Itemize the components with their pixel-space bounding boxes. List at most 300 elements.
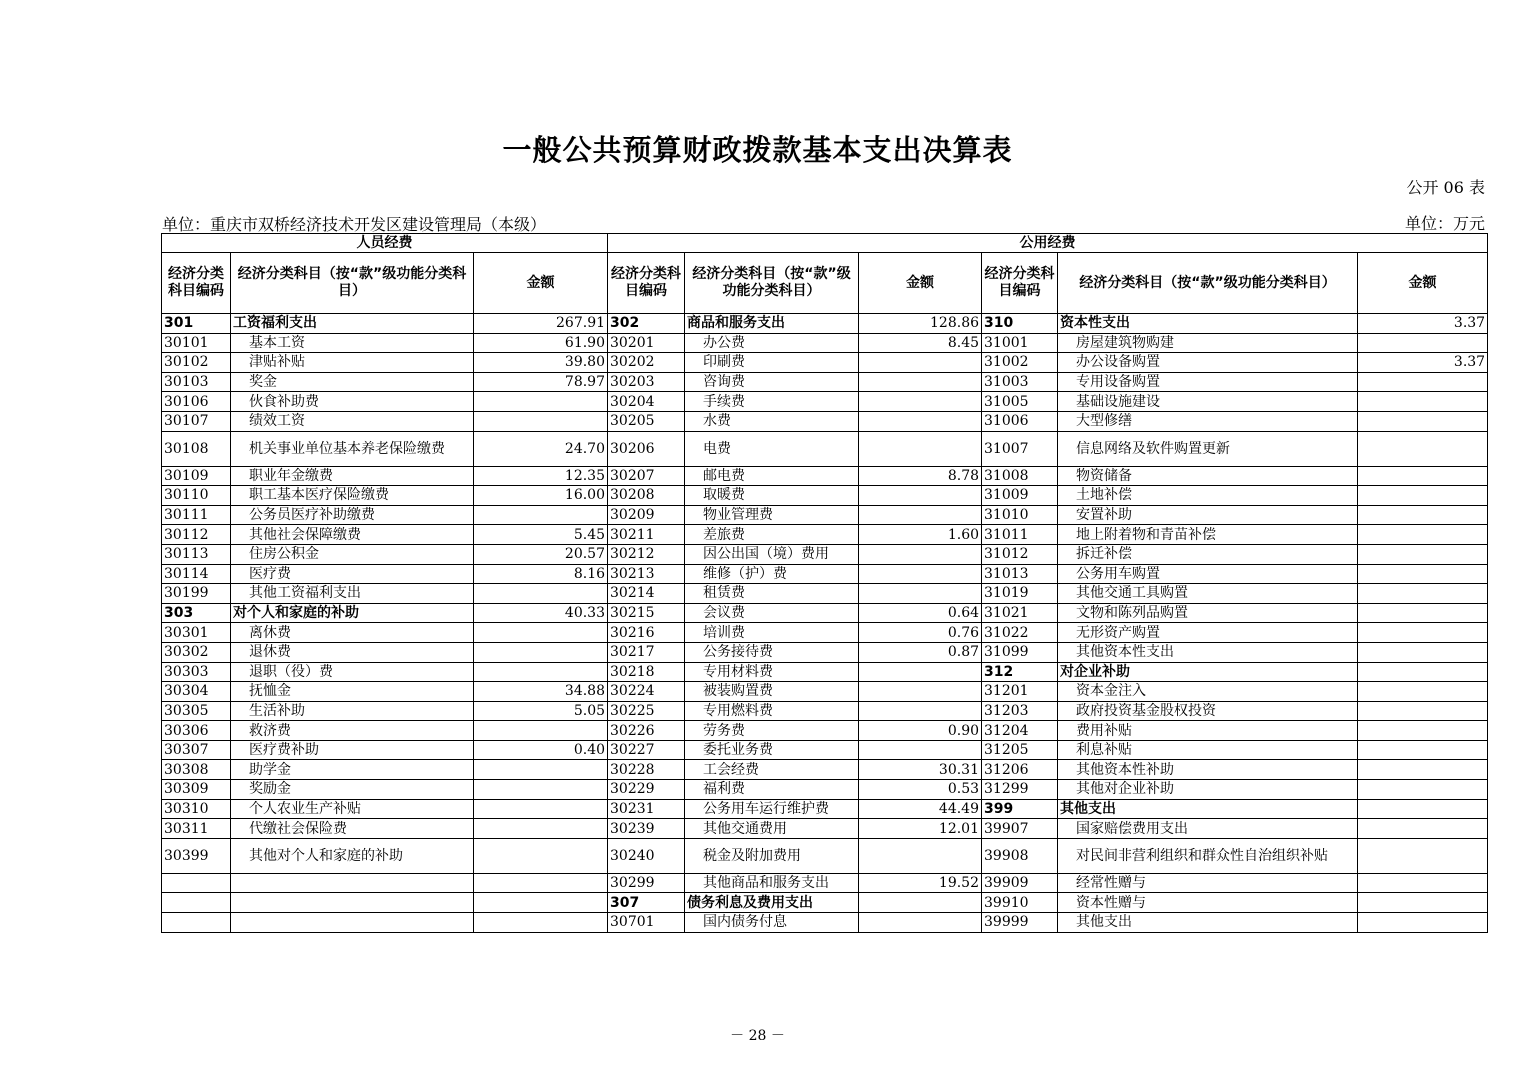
name-cell — [685, 873, 859, 893]
name-text: 利息补贴 — [1076, 742, 1133, 759]
code-cell: 30310 — [162, 799, 231, 819]
name-text: 生活补助 — [249, 702, 305, 719]
name-cell — [685, 682, 859, 702]
name-cell: 债务利息及费用支出 — [685, 893, 859, 913]
name-text: 劳务费 — [703, 722, 746, 739]
name-text: 公务员医疗补助缴费 — [249, 507, 375, 524]
name-cell — [1058, 505, 1358, 525]
name-text: 资本金注入 — [1076, 683, 1147, 700]
name-cell — [685, 431, 859, 466]
amount-cell — [474, 893, 608, 913]
column-header-code: 经济分类科目编码 — [162, 253, 231, 314]
name-cell — [685, 333, 859, 353]
code-cell: 30214 — [608, 584, 685, 604]
name-text: 培训费 — [703, 624, 746, 641]
amount-cell — [1358, 431, 1488, 466]
name-cell — [231, 740, 474, 760]
name-text: 其他对企业补助 — [1076, 781, 1175, 798]
currency-unit: 单位：万元 — [1404, 214, 1485, 233]
name-text: 福利费 — [703, 781, 746, 798]
code-cell: 312 — [982, 662, 1058, 682]
code-cell: 302 — [608, 314, 685, 334]
code-cell: 30209 — [608, 505, 685, 525]
name-cell — [685, 392, 859, 412]
amount-cell: 12.01 — [859, 819, 982, 839]
amount-cell — [1358, 893, 1488, 913]
amount-cell — [1358, 372, 1488, 392]
name-cell — [685, 353, 859, 373]
name-text: 大型修缮 — [1076, 413, 1133, 430]
amount-cell: 0.76 — [859, 623, 982, 643]
name-cell — [1058, 642, 1358, 662]
name-cell — [231, 662, 474, 682]
name-cell — [1058, 893, 1358, 913]
code-cell: 30302 — [162, 642, 231, 662]
amount-cell — [859, 584, 982, 604]
name-text: 退休费 — [249, 644, 291, 661]
name-cell: 其他支出 — [1058, 799, 1358, 819]
amount-cell — [1358, 486, 1488, 506]
name-cell — [1058, 353, 1358, 373]
name-text: 物资储备 — [1076, 467, 1133, 484]
code-cell: 30114 — [162, 564, 231, 584]
amount-cell — [474, 819, 608, 839]
table-row — [162, 740, 1488, 760]
amount-cell — [474, 392, 608, 412]
amount-cell — [859, 564, 982, 584]
amount-cell: 24.70 — [474, 431, 608, 466]
code-cell: 31010 — [982, 505, 1058, 525]
name-cell — [1058, 682, 1358, 702]
name-text: 基本工资 — [249, 334, 305, 351]
name-text: 土地补偿 — [1076, 487, 1133, 504]
code-cell: 31006 — [982, 411, 1058, 431]
name-cell — [685, 466, 859, 486]
name-cell — [1058, 392, 1358, 412]
amount-cell — [859, 838, 982, 873]
table-row — [162, 392, 1488, 412]
name-cell — [231, 431, 474, 466]
name-text: 委托业务费 — [703, 742, 774, 759]
name-cell — [1058, 603, 1358, 623]
table-row — [162, 893, 1488, 913]
amount-cell — [1358, 740, 1488, 760]
name-cell — [231, 564, 474, 584]
name-text: 其他交通费用 — [703, 820, 788, 837]
code-cell: 31011 — [982, 525, 1058, 545]
table-row — [162, 584, 1488, 604]
code-cell: 31299 — [982, 780, 1058, 800]
code-cell: 30215 — [608, 603, 685, 623]
code-cell: 31099 — [982, 642, 1058, 662]
name-text: 文物和陈列品购置 — [1076, 605, 1189, 622]
name-cell — [231, 701, 474, 721]
code-cell: 30109 — [162, 466, 231, 486]
table-row — [162, 603, 1488, 623]
name-cell — [685, 486, 859, 506]
amount-cell — [474, 838, 608, 873]
name-cell — [1058, 486, 1358, 506]
amount-cell — [1358, 642, 1488, 662]
amount-cell: 8.45 — [859, 333, 982, 353]
code-cell — [162, 913, 231, 933]
amount-cell: 44.49 — [859, 799, 982, 819]
amount-cell: 0.64 — [859, 603, 982, 623]
table-row — [162, 913, 1488, 933]
name-cell — [231, 392, 474, 412]
name-cell — [231, 799, 474, 819]
code-cell: 30227 — [608, 740, 685, 760]
name-cell — [685, 838, 859, 873]
name-text: 国家赔偿费用支出 — [1076, 820, 1189, 837]
name-text: 租赁费 — [703, 585, 746, 602]
name-text: 代缴社会保险费 — [249, 820, 347, 837]
name-cell: 资本性支出 — [1058, 314, 1358, 334]
expenditure-table — [161, 233, 1488, 933]
name-cell — [1058, 780, 1358, 800]
amount-cell: 0.87 — [859, 642, 982, 662]
name-text: 基础设施建设 — [1076, 393, 1161, 410]
name-text: 被装购置费 — [703, 683, 774, 700]
code-cell: 31203 — [982, 701, 1058, 721]
code-cell: 30304 — [162, 682, 231, 702]
amount-cell — [1358, 760, 1488, 780]
name-text: 手续费 — [703, 393, 746, 410]
code-cell: 30239 — [608, 819, 685, 839]
code-cell: 30110 — [162, 486, 231, 506]
amount-cell — [859, 662, 982, 682]
name-text: 公务用车运行维护费 — [703, 800, 830, 817]
name-text: 其他对个人和家庭的补助 — [249, 847, 403, 864]
name-cell — [1058, 721, 1358, 741]
name-text: 抚恤金 — [249, 683, 291, 700]
name-text: 水费 — [703, 413, 732, 430]
code-cell: 30240 — [608, 838, 685, 873]
code-cell: 30307 — [162, 740, 231, 760]
code-cell: 30208 — [608, 486, 685, 506]
table-row — [162, 819, 1488, 839]
name-cell — [685, 411, 859, 431]
table-row — [162, 682, 1488, 702]
amount-cell — [474, 913, 608, 933]
name-cell — [1058, 333, 1358, 353]
code-cell: 30226 — [608, 721, 685, 741]
code-cell: 30311 — [162, 819, 231, 839]
code-cell: 31021 — [982, 603, 1058, 623]
name-cell — [1058, 544, 1358, 564]
code-cell: 31013 — [982, 564, 1058, 584]
column-header-amount: 金额 — [859, 253, 982, 314]
name-cell — [231, 780, 474, 800]
column-header-name: 经济分类科目（按“款”级功能分类科目） — [685, 253, 859, 314]
code-cell: 31002 — [982, 353, 1058, 373]
name-text: 无形资产购置 — [1076, 624, 1161, 641]
table-row — [162, 780, 1488, 800]
name-text: 离休费 — [249, 624, 291, 641]
name-cell — [1058, 873, 1358, 893]
code-cell: 31008 — [982, 466, 1058, 486]
code-cell: 30303 — [162, 662, 231, 682]
code-cell: 30212 — [608, 544, 685, 564]
name-text — [233, 914, 249, 930]
table-body — [162, 314, 1488, 933]
name-cell — [231, 760, 474, 780]
amount-cell — [474, 721, 608, 741]
amount-cell — [1358, 544, 1488, 564]
code-cell: 310 — [982, 314, 1058, 334]
code-cell: 31001 — [982, 333, 1058, 353]
name-text: 奖金 — [249, 374, 277, 391]
code-cell: 30229 — [608, 780, 685, 800]
name-cell — [231, 893, 474, 913]
name-text: 经常性赠与 — [1076, 875, 1147, 892]
table-row — [162, 525, 1488, 545]
amount-cell: 12.35 — [474, 466, 608, 486]
amount-cell — [1358, 505, 1488, 525]
table-row — [162, 544, 1488, 564]
name-cell: 工资福利支出 — [231, 314, 474, 334]
name-cell — [685, 544, 859, 564]
group-header-personnel: 人员经费 — [162, 234, 608, 253]
code-cell: 30205 — [608, 411, 685, 431]
table-row — [162, 431, 1488, 466]
amount-cell: 61.90 — [474, 333, 608, 353]
code-cell: 30202 — [608, 353, 685, 373]
code-cell: 30106 — [162, 392, 231, 412]
amount-cell — [859, 544, 982, 564]
name-text: 公务接待费 — [703, 644, 774, 661]
code-cell: 39999 — [982, 913, 1058, 933]
amount-cell: 8.16 — [474, 564, 608, 584]
amount-cell — [1358, 838, 1488, 873]
amount-cell — [474, 873, 608, 893]
code-cell: 31005 — [982, 392, 1058, 412]
code-cell: 39910 — [982, 893, 1058, 913]
code-cell: 307 — [608, 893, 685, 913]
code-cell: 30199 — [162, 584, 231, 604]
name-text: 其他资本性支出 — [1076, 644, 1175, 661]
amount-cell — [859, 392, 982, 412]
amount-cell — [859, 411, 982, 431]
name-text: 个人农业生产补贴 — [249, 800, 361, 817]
name-cell — [685, 913, 859, 933]
amount-cell — [859, 740, 982, 760]
table-row — [162, 564, 1488, 584]
code-cell: 39907 — [982, 819, 1058, 839]
code-cell: 31204 — [982, 721, 1058, 741]
amount-cell — [1358, 333, 1488, 353]
amount-cell: 0.53 — [859, 780, 982, 800]
name-cell — [1058, 740, 1358, 760]
name-text — [233, 875, 249, 891]
code-cell: 30108 — [162, 431, 231, 466]
name-text: 救济费 — [249, 722, 291, 739]
name-cell: 对企业补助 — [1058, 662, 1358, 682]
table-row — [162, 721, 1488, 741]
table-row — [162, 411, 1488, 431]
amount-cell: 8.78 — [859, 466, 982, 486]
column-header-name: 经济分类科目（按“款”级功能分类科目） — [1058, 253, 1358, 314]
code-cell: 30306 — [162, 721, 231, 741]
amount-cell: 3.37 — [1358, 314, 1488, 334]
amount-cell: 78.97 — [474, 372, 608, 392]
amount-cell: 16.00 — [474, 486, 608, 506]
amount-cell — [474, 799, 608, 819]
code-cell: 30299 — [608, 873, 685, 893]
page-number: － 28 － — [730, 1028, 785, 1044]
name-cell — [231, 333, 474, 353]
name-cell — [1058, 411, 1358, 431]
name-text: 办公费 — [703, 334, 746, 351]
code-cell: 30201 — [608, 333, 685, 353]
table-row — [162, 642, 1488, 662]
code-cell: 30113 — [162, 544, 231, 564]
name-text: 医疗费 — [249, 565, 291, 582]
code-cell: 30204 — [608, 392, 685, 412]
code-cell: 31205 — [982, 740, 1058, 760]
amount-cell — [859, 701, 982, 721]
column-header-amount: 金额 — [474, 253, 608, 314]
name-cell — [1058, 372, 1358, 392]
table-row — [162, 372, 1488, 392]
name-cell — [231, 873, 474, 893]
name-cell — [1058, 466, 1358, 486]
name-text: 政府投资基金股权投资 — [1076, 702, 1217, 719]
name-text: 其他支出 — [1076, 914, 1133, 931]
name-cell — [685, 760, 859, 780]
name-cell — [685, 642, 859, 662]
code-cell: 30217 — [608, 642, 685, 662]
name-text: 电费 — [703, 440, 732, 457]
amount-cell — [474, 505, 608, 525]
name-text: 对民间非营利组织和群众性自治组织补贴 — [1076, 847, 1329, 864]
amount-cell — [474, 584, 608, 604]
name-text: 津贴补贴 — [249, 354, 305, 371]
name-cell — [1058, 431, 1358, 466]
name-cell — [231, 466, 474, 486]
amount-cell — [1358, 913, 1488, 933]
column-header-amount: 金额 — [1358, 253, 1488, 314]
name-text: 专用材料费 — [703, 663, 774, 680]
amount-cell — [859, 431, 982, 466]
amount-cell — [1358, 780, 1488, 800]
name-text: 资本性赠与 — [1076, 894, 1147, 911]
name-cell — [1058, 760, 1358, 780]
code-cell: 30216 — [608, 623, 685, 643]
code-cell: 30231 — [608, 799, 685, 819]
amount-cell — [474, 411, 608, 431]
name-cell — [685, 740, 859, 760]
name-cell — [231, 486, 474, 506]
column-header-code: 经济分类科目编码 — [982, 253, 1058, 314]
name-text: 住房公积金 — [249, 546, 319, 563]
name-cell — [685, 721, 859, 741]
name-text: 费用补贴 — [1076, 722, 1133, 739]
name-text: 地上附着物和青苗补偿 — [1076, 526, 1217, 543]
code-cell: 30207 — [608, 466, 685, 486]
code-cell — [162, 893, 231, 913]
code-cell: 39909 — [982, 873, 1058, 893]
name-cell — [231, 411, 474, 431]
name-text: 助学金 — [249, 761, 291, 778]
table-row — [162, 466, 1488, 486]
name-cell — [1058, 584, 1358, 604]
amount-cell — [1358, 603, 1488, 623]
name-cell — [231, 721, 474, 741]
name-cell — [231, 819, 474, 839]
amount-cell — [859, 682, 982, 702]
code-cell: 30308 — [162, 760, 231, 780]
form-number: 公开 06 表 — [1406, 178, 1485, 197]
name-cell — [685, 564, 859, 584]
name-text: 物业管理费 — [703, 507, 774, 524]
table-row — [162, 314, 1488, 334]
amount-cell: 0.40 — [474, 740, 608, 760]
name-cell — [231, 838, 474, 873]
amount-cell: 0.90 — [859, 721, 982, 741]
amount-cell — [1358, 799, 1488, 819]
name-text: 专用设备购置 — [1076, 374, 1161, 391]
amount-cell — [1358, 819, 1488, 839]
name-text: 会议费 — [703, 605, 746, 622]
name-cell — [685, 662, 859, 682]
table-row — [162, 799, 1488, 819]
name-cell — [231, 913, 474, 933]
code-cell: 31206 — [982, 760, 1058, 780]
amount-cell — [1358, 466, 1488, 486]
name-cell — [685, 799, 859, 819]
amount-cell: 39.80 — [474, 353, 608, 373]
name-cell — [231, 584, 474, 604]
name-cell — [1058, 838, 1358, 873]
amount-cell: 30.31 — [859, 760, 982, 780]
code-cell: 30103 — [162, 372, 231, 392]
name-text: 安置补助 — [1076, 507, 1133, 524]
code-cell: 31201 — [982, 682, 1058, 702]
name-text: 公务用车购置 — [1076, 565, 1161, 582]
amount-cell — [474, 662, 608, 682]
amount-cell: 20.57 — [474, 544, 608, 564]
name-cell — [685, 584, 859, 604]
name-text: 房屋建筑物购建 — [1076, 334, 1175, 351]
table-row — [162, 701, 1488, 721]
amount-cell — [859, 505, 982, 525]
name-text: 其他资本性补助 — [1076, 761, 1175, 778]
name-text: 信息网络及软件购置更新 — [1076, 440, 1231, 457]
amount-cell: 34.88 — [474, 682, 608, 702]
name-text: 其他商品和服务支出 — [703, 875, 830, 892]
code-cell: 30224 — [608, 682, 685, 702]
amount-cell: 5.45 — [474, 525, 608, 545]
code-cell: 399 — [982, 799, 1058, 819]
name-cell — [1058, 564, 1358, 584]
table-row — [162, 505, 1488, 525]
name-text: 工会经费 — [703, 761, 760, 778]
amount-cell — [1358, 525, 1488, 545]
name-cell — [685, 525, 859, 545]
name-cell — [231, 642, 474, 662]
code-cell: 31022 — [982, 623, 1058, 643]
name-text: 退职（役）费 — [249, 663, 333, 680]
name-text: 办公设备购置 — [1076, 354, 1161, 371]
name-cell: 商品和服务支出 — [685, 314, 859, 334]
table-row — [162, 623, 1488, 643]
name-cell — [685, 603, 859, 623]
name-text: 专用燃料费 — [703, 702, 774, 719]
code-cell — [162, 873, 231, 893]
name-text: 维修（护）费 — [703, 565, 788, 582]
name-text: 咨询费 — [703, 374, 746, 391]
